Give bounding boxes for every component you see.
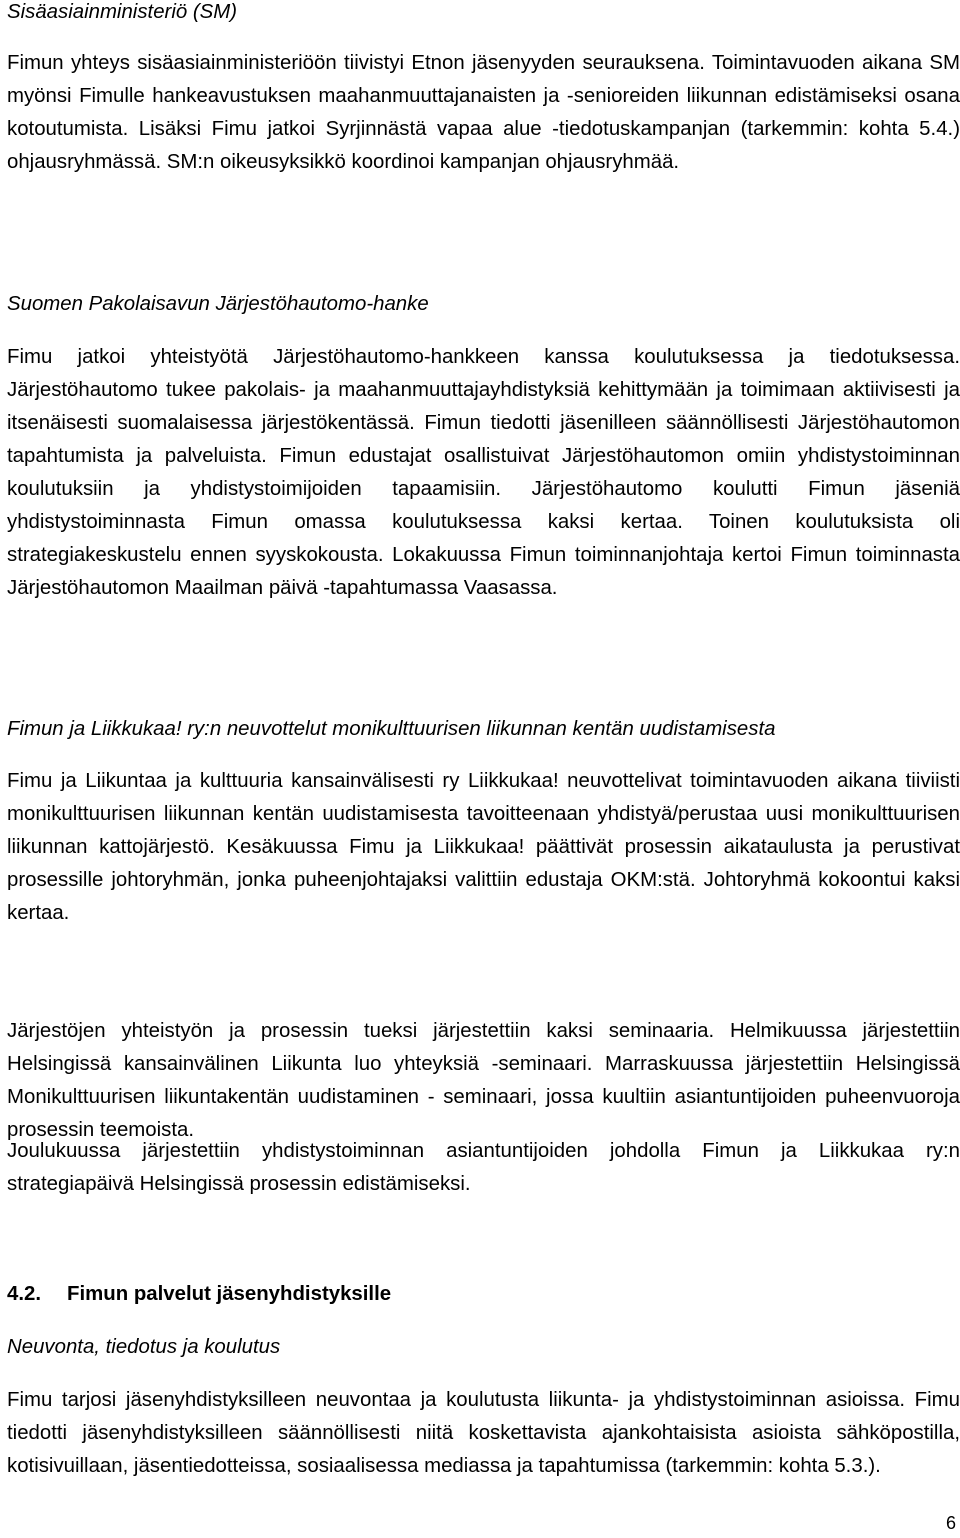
paragraph-liikkukaa-2: Järjestöjen yhteistyön ja prosessin tueksi järjestettiin kaksi seminaaria. Helmikuussa järjestettiin Helsingissä kansainvälinen Liikunta luo yhteyksiä -seminaari. Marraskuussa järjestettiin Helsingissä Monikulttuurisen liikuntakentän uudistaminen - seminaari, jossa kuultiin asiantuntijoiden puheenvuoroja prosessin teemoista. <box>7 1020 960 1141</box>
paragraph-palvelut: Fimu tarjosi jäsenyhdistyksilleen neuvontaa ja koulutusta liikunta- ja yhdistystoiminnan asioissa. Fimu tiedotti jäsenyhdistyksilleen säännöllisesti niitä koskettavista ajankohtaisista asioista sähköpostilla, kotisivuillaan, jäsentiedotteissa, sosiaalisessa mediassa ja tapahtumissa (tarkemmin: kohta 5.3.). <box>7 1389 960 1477</box>
section-heading-pakolaisapu: Suomen Pakolaisavun Järjestöhautomo-hanke <box>7 293 429 315</box>
section-heading-sm: Sisäasiainministeriö (SM) <box>7 1 238 23</box>
section-title-4-2 <box>7 1282 391 1306</box>
subheading-neuvonta: Neuvonta, tiedotus ja koulutus <box>7 1336 281 1358</box>
section-number: 4.2. <box>7 1283 42 1305</box>
paragraph-pakolaisapu: Fimu jatkoi yhteistyötä Järjestöhautomo-hankkeen kanssa koulutuksessa ja tiedotuksessa. Järjestöhautomo tukee pakolais- ja maahanmuuttajayhdistyksiä kehittymään ja toimimaan aktiivisesti ja itsenäisesti suomalaisessa järjestökentässä. Fimun tiedotti jäsenilleen säännöllisesti Järjestöhautomon tapahtumista ja palveluista. Fimun edustajat osallistuivat Järjestöhautomon omiin yhdistystoiminnan koulutuksiin ja yhdistystoimijoiden tapaamisiin. Järjestöhautomo koulutti Fimun jäseniä yhdistystoiminnasta Fimun omassa koulutuksessa kaksi kertaa. Toinen koulutuksista oli strategiakeskustelu ennen syyskokousta. Lokakuussa Fimun toiminnanjohtaja kertoi Fimun toiminnasta Järjestöhautomon Maailman päivä -tapahtumassa Vaasassa. <box>7 346 960 599</box>
paragraph-sm: Fimun yhteys sisäasiainministeriöön tiivistyi Etnon jäsenyyden seurauksena. Toimintavuoden aikana SM myönsi Fimulle hankeavustuksen maahanmuuttajanaisten ja -senioreiden liikunnan edistämiseksi osana kotoutumista. Lisäksi Fimu jatkoi Syrjinnästä vapaa alue -tiedotuskampanjan (tarkemmin: kohta 5.4.) ohjausryhmässä. SM:n oikeusyksikkö koordinoi kampanjan ohjausryhmää. <box>7 52 960 173</box>
paragraph-liikkukaa-1: Fimu ja Liikuntaa ja kulttuuria kansainvälisesti ry Liikkukaa! neuvottelivat toimintavuoden aikana tiiviisti monikulttuurisen liikunnan kentän uudistamisesta tavoitteenaan yhdistyä/perustaa uusi monikulttuurisen liikunnan kattojärjestö. Kesäkuussa Fimu ja Liikkukaa! päättivät prosessin aikataulusta ja perustivat prosessille johtoryhmän, jonka puheenjohtajaksi valittiin edustaja OKM:stä. Johtoryhmä kokoontui kaksi kertaa. <box>7 770 960 924</box>
page-number: 6 <box>945 1513 956 1533</box>
section-heading-liikkukaa: Fimun ja Liikkukaa! ry:n neuvottelut monikulttuurisen liikunnan kentän uudistamisesta <box>7 718 776 740</box>
paragraph-liikkukaa-3: Joulukuussa järjestettiin yhdistystoiminnan asiantuntijoiden johdolla Fimun ja Liikkukaa ry:n strategiapäivä Helsingissä prosessin edistämiseksi. <box>7 1140 960 1195</box>
section-title-text: Fimun palvelut jäsenyhdistyksille <box>67 1283 392 1305</box>
